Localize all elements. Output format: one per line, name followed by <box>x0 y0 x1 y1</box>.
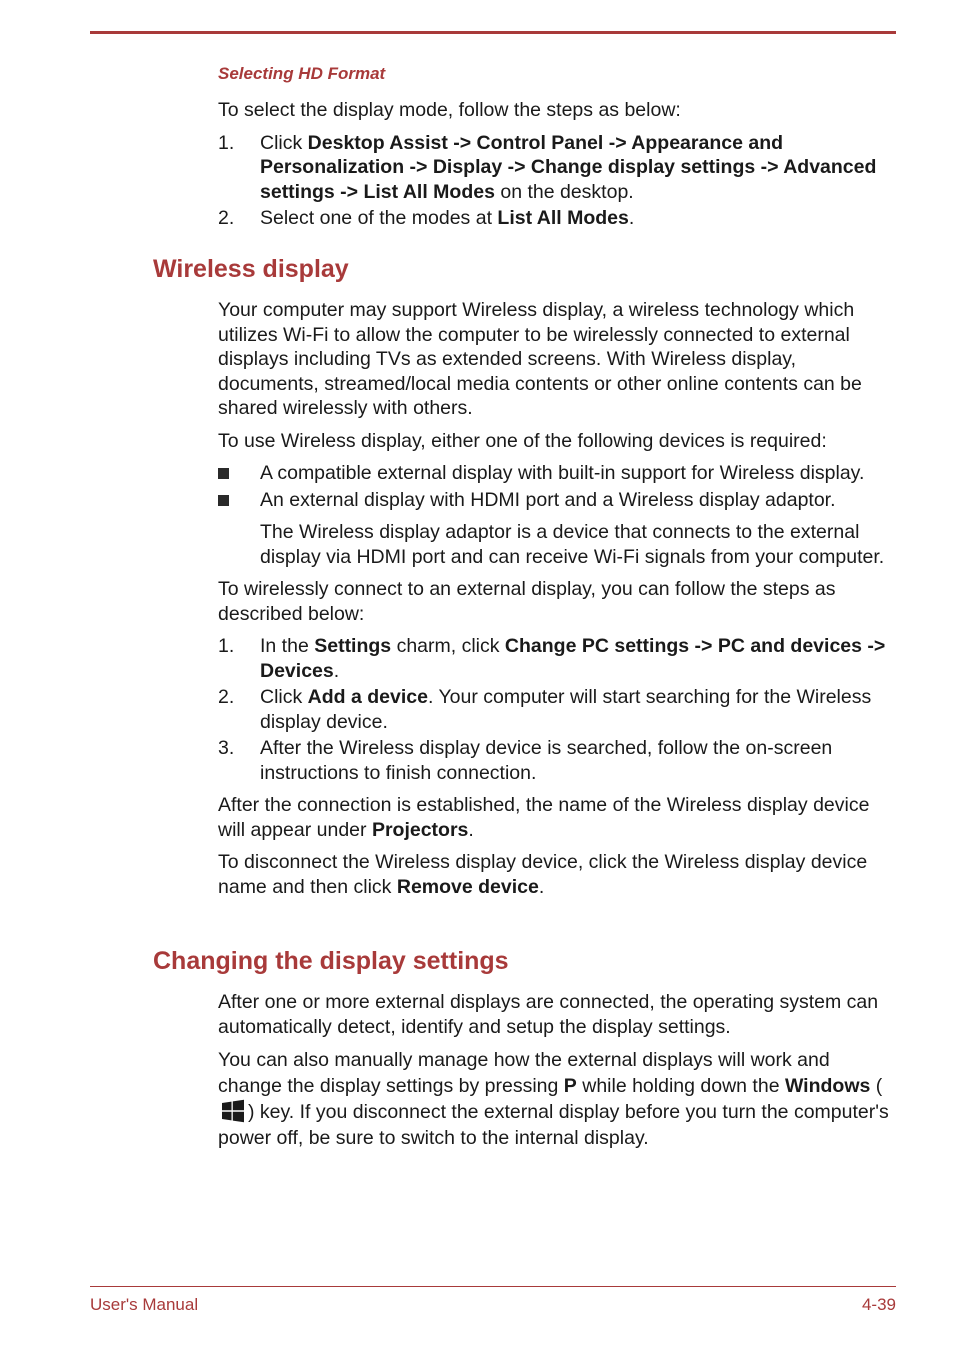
bold-text: Projectors <box>371 818 469 841</box>
step-bold: Desktop Assist -> Control Panel -> Appearance and Personalization -> Display -> Change display settings -> Advanced settings -> List All Modes <box>260 131 877 203</box>
bullet-square-icon <box>218 495 229 506</box>
windows-logo-icon <box>221 1099 245 1123</box>
step-bold: List All Modes <box>497 207 629 229</box>
text: To disconnect the Wireless display device, click the Wireless display device name and then click <box>218 851 868 898</box>
step-text: . Your computer will start searching for the Wireless display device. <box>260 686 872 733</box>
paragraph: To use Wireless display, either one of the following devices is required: <box>218 429 827 452</box>
step-number: 1. <box>218 131 235 154</box>
text: After the connection is established, the name of the Wireless display device will appear under <box>218 794 870 841</box>
section-selecting-hd <box>218 98 898 231</box>
list-item <box>218 685 898 734</box>
header-rule <box>90 31 896 34</box>
footer-rule <box>90 1286 896 1287</box>
intro-paragraph: To select the display mode, follow the steps as below: <box>218 99 681 121</box>
steps-list <box>218 634 898 785</box>
step-bold: Settings <box>314 635 392 657</box>
footer-manual-title: User's Manual <box>90 1295 199 1314</box>
step-number: 2. <box>218 207 235 229</box>
step-bold: Change PC settings -> PC and devices -> Devices <box>260 635 886 682</box>
paragraph: Your computer may support Wireless display, a wireless technology which utilizes Wi-Fi to allow the computer to be wirelessly connected to external displays including TVs as extended screens. With Wireless display, documents, streamed/local media contents or other online contents can be shared wirelessly with others. <box>218 299 862 419</box>
bold-text: Windows <box>784 1075 871 1097</box>
text: You can also manually manage how the external displays will work and change the display settings by pressing <box>218 1049 830 1097</box>
text: . <box>468 818 474 841</box>
text: . <box>538 875 545 898</box>
step-text: charm, click <box>391 635 505 657</box>
paragraph: After one or more external displays are connected, the operating system can automatically detect, identify and setup the display settings. <box>218 991 879 1038</box>
footer-page-number: 4-39 <box>861 1295 896 1314</box>
text: while holding down the <box>576 1075 785 1097</box>
step-text: . <box>628 207 635 229</box>
list-item <box>218 634 898 683</box>
list-item <box>218 206 898 231</box>
text: ) key. If you disconnect the external display before you turn the computer's power off, be sure to switch to the internal display. <box>218 1101 889 1149</box>
step-text: . <box>333 659 340 682</box>
step-text: Select one of the modes at <box>260 207 498 229</box>
list-item <box>218 461 898 486</box>
text: ( <box>870 1075 883 1097</box>
step-text: Click <box>260 131 308 154</box>
step-text: In the <box>260 635 315 657</box>
step-bold: Add a device <box>307 686 428 708</box>
step-text: After the Wireless display device is searched, follow the on-screen instructions to finish connection. <box>260 737 833 784</box>
paragraph <box>218 1047 898 1151</box>
bold-text: Remove device <box>396 875 539 898</box>
heading-changing-display-settings: Changing the display settings <box>153 947 509 975</box>
list-item <box>218 488 898 570</box>
bullet-list <box>218 461 898 569</box>
section-changing-display-settings <box>218 990 898 1151</box>
step-text: Click <box>260 686 308 708</box>
bullet-square-icon <box>218 468 229 479</box>
heading-wireless-display: Wireless display <box>153 255 349 283</box>
paragraph <box>218 850 898 899</box>
steps-list <box>218 131 898 231</box>
paragraph <box>218 793 898 842</box>
list-item <box>218 736 898 785</box>
bold-text: P <box>563 1075 577 1097</box>
bullet-text: An external display with HDMI port and a Wireless display adaptor. <box>260 488 836 511</box>
list-item <box>218 131 898 205</box>
step-number: 2. <box>218 686 235 708</box>
step-text: on the desktop. <box>494 180 634 203</box>
section-wireless-display <box>218 298 898 899</box>
bullet-note: The Wireless display adaptor is a device that connects to the external display via HDMI port and can receive Wi-Fi signals from your computer. <box>260 521 885 568</box>
bullet-text: A compatible external display with built-in support for Wireless display. <box>260 462 865 484</box>
step-number: 3. <box>218 737 235 759</box>
step-number: 1. <box>218 635 235 657</box>
paragraph: To wirelessly connect to an external display, you can follow the steps as described below: <box>218 578 836 625</box>
subheading-selecting-hd-format: Selecting HD Format <box>218 64 386 83</box>
